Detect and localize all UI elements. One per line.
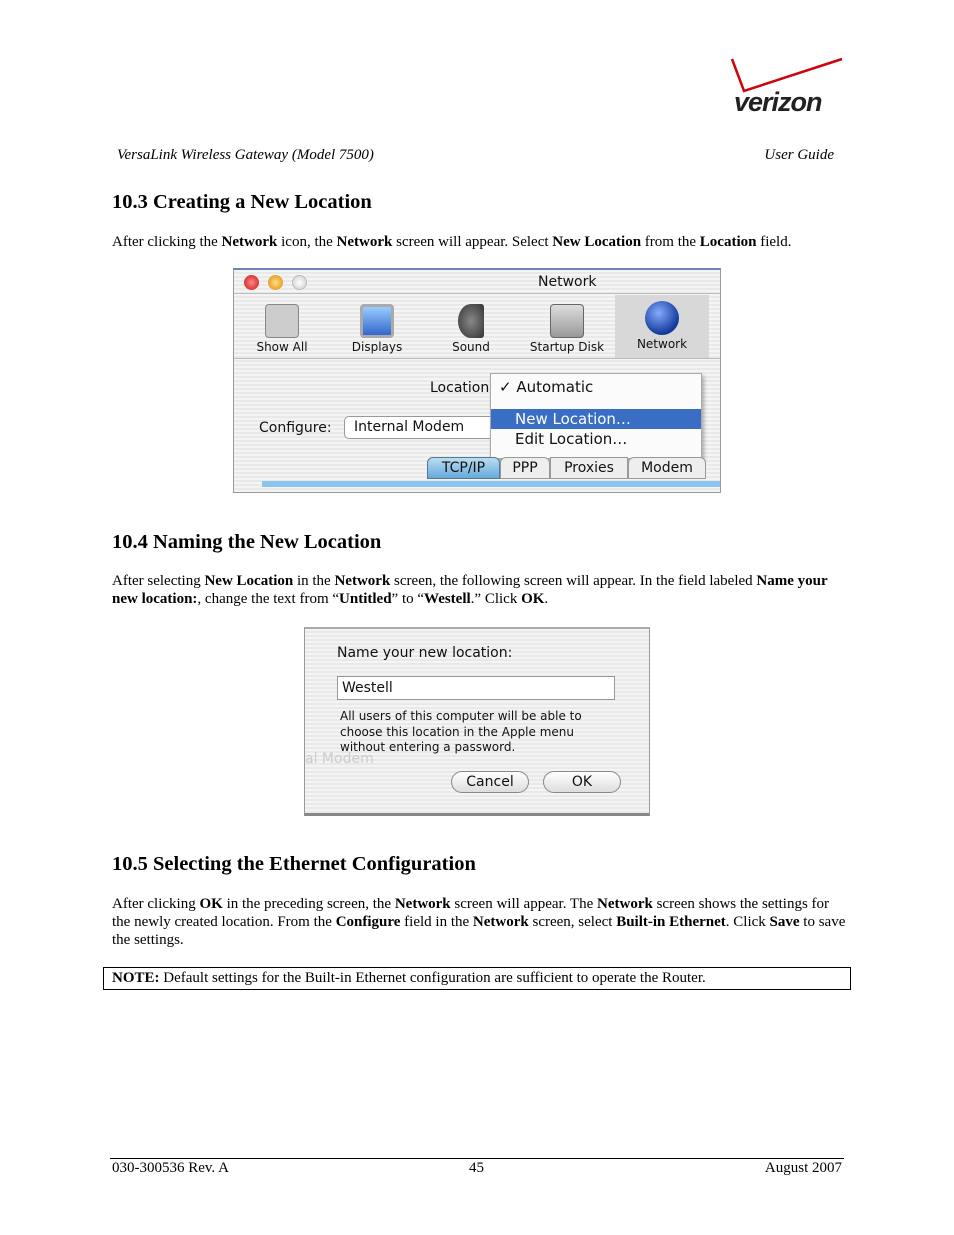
page-number: 45 (469, 1160, 484, 1176)
tab-ppp[interactable]: PPP (500, 457, 550, 479)
footer-docnum: 030-300536 Rev. A (112, 1160, 229, 1176)
cancel-button[interactable]: Cancel (451, 771, 529, 793)
text-run: screen, the following screen will appear. In the field labeled (390, 573, 757, 589)
tab-modem[interactable]: Modem (628, 457, 706, 479)
toolbar-network[interactable]: Network (615, 295, 709, 358)
bold-term: NOTE: (112, 970, 160, 986)
header-doc-title: VersaLink Wireless Gateway (Model 7500) (117, 147, 374, 163)
note-box (103, 967, 851, 990)
header-guide: User Guide (764, 147, 834, 163)
text-run: in the (293, 573, 335, 589)
tab-tcpip[interactable]: TCP/IP (427, 457, 500, 479)
bold-term: Network (334, 573, 391, 589)
section-paragraph (112, 895, 847, 949)
verizon-logo: verizon (728, 55, 846, 121)
bold-term: Configure (335, 914, 401, 930)
toolbar-show-all[interactable]: Show All (246, 298, 318, 358)
bold-term: Untitled (339, 591, 392, 607)
section-heading: 10.3 Creating a New Location (112, 191, 372, 213)
toolbar-displays[interactable]: Displays (342, 298, 412, 358)
text-run: from the (641, 234, 700, 250)
configure-select[interactable]: Internal Modem (344, 416, 504, 439)
location-label: Location (430, 380, 490, 396)
footer-date: August 2007 (764, 1160, 842, 1176)
text-run: in the preceding screen, the (222, 896, 395, 912)
text-run: screen will appear. The (450, 896, 597, 912)
bold-term: Name your new location: (112, 573, 828, 607)
bold-term: Network (394, 896, 451, 912)
bold-term: New Location (204, 573, 294, 589)
menu-item-edit-location[interactable]: Edit Location… (515, 430, 628, 448)
globe-icon (645, 301, 679, 335)
bold-term: Location (699, 234, 757, 250)
text-run: screen shows the settings for the newly created location. From the (112, 896, 830, 930)
close-button[interactable] (244, 275, 259, 290)
tab-bar (427, 457, 706, 479)
text-run: . (544, 591, 549, 607)
toolbar-startup-disk[interactable]: Startup Disk (524, 298, 610, 358)
bold-term: OK (199, 896, 223, 912)
section-paragraph (112, 572, 842, 608)
text-run: .” Click (470, 591, 522, 607)
section-heading: 10.4 Naming the New Location (112, 531, 382, 553)
minimize-button[interactable] (268, 275, 283, 290)
bold-term: OK (521, 591, 545, 607)
disk-icon (550, 304, 584, 338)
text-run: screen, select (528, 914, 617, 930)
location-name-input[interactable]: Westell (337, 676, 615, 700)
text-run: field in the (400, 914, 473, 930)
footer-rule (110, 1158, 844, 1159)
text-run: screen will appear. Select (392, 234, 553, 250)
text-run: , change the text from “ (197, 591, 340, 607)
menu-item-automatic[interactable]: ✓ Automatic (499, 378, 594, 396)
text-run: icon, the (277, 234, 337, 250)
text-run: After selecting (112, 573, 205, 589)
text-run: Default settings for the Built-in Ethernet configuration are sufficient to operate the Router. (159, 970, 706, 986)
display-icon (360, 304, 394, 338)
section-heading: 10.5 Selecting the Ethernet Configuration (112, 853, 476, 875)
text-run: field. (756, 234, 792, 250)
toolbar-sound[interactable]: Sound (436, 298, 506, 358)
bold-term: Save (769, 914, 800, 930)
window-title: Network (538, 274, 597, 290)
zoom-button[interactable] (292, 275, 307, 290)
section-paragraph (112, 233, 842, 251)
network-window-screenshot (233, 268, 721, 493)
apple-icon (265, 304, 299, 338)
bold-term: Network (472, 914, 529, 930)
ok-button[interactable]: OK (543, 771, 621, 793)
bold-term: New Location (552, 234, 642, 250)
text-run: After clicking the (112, 234, 222, 250)
dialog-info-text: All users of this computer will be able to choose this location in the Apple menu without entering a password. (340, 709, 582, 754)
tab-proxies[interactable]: Proxies (550, 457, 628, 479)
name-location-dialog-screenshot: al Modem Name your new location: Westell All users of this computer will be able to choose this location in the Apple menu without entering a password. Cancel OK (304, 627, 650, 816)
text-run: After clicking (112, 896, 200, 912)
text-run: . Click (725, 914, 770, 930)
menu-item-new-location[interactable]: New Location… (491, 409, 701, 429)
bold-term: Network (221, 234, 278, 250)
bold-term: Network (336, 234, 393, 250)
dialog-prompt: Name your new location: (337, 645, 513, 661)
text-run: to save the settings. (112, 914, 846, 948)
speaker-icon (458, 304, 484, 338)
bold-term: Westell (424, 591, 471, 607)
bold-term: Network (597, 896, 653, 912)
text-run: ” to “ (391, 591, 425, 607)
configure-label: Configure: (259, 420, 332, 436)
bold-term: Built-in Ethernet (616, 914, 726, 930)
title-bar (234, 270, 720, 294)
location-menu (490, 373, 702, 459)
